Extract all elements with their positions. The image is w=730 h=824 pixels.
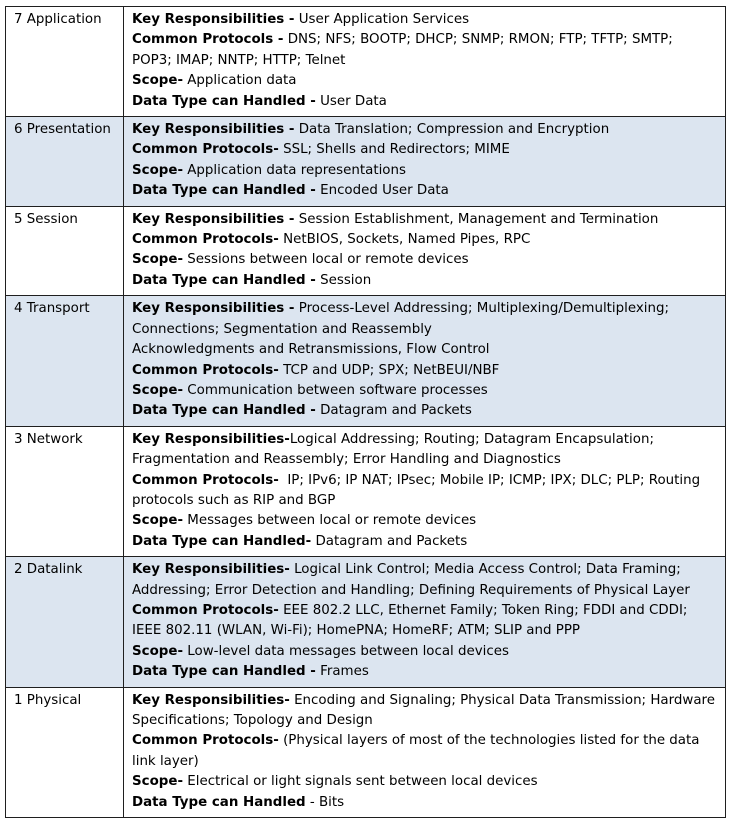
description-line bbox=[132, 210, 719, 230]
field-label: Key Responsibilities - bbox=[132, 12, 295, 27]
layer-name: 4 Transport bbox=[14, 301, 90, 317]
field-value: Sessions between local or remote devices bbox=[183, 252, 469, 268]
field-label: Key Responsibilities - bbox=[132, 301, 295, 317]
description-line bbox=[132, 601, 719, 621]
field-value: Application data representations bbox=[183, 162, 406, 178]
layer-name: 3 Network bbox=[14, 431, 83, 447]
layer-row bbox=[6, 296, 726, 426]
description-line bbox=[132, 430, 719, 450]
layer-name-cell bbox=[6, 7, 124, 117]
layer-row bbox=[6, 557, 726, 687]
field-value: Logical Addressing; Routing; Datagram Encapsulation; bbox=[289, 431, 654, 447]
layer-name-cell bbox=[6, 426, 124, 556]
field-value: User Application Services bbox=[294, 12, 470, 27]
description-line bbox=[132, 361, 719, 381]
field-value: Session Establishment, Management and Termination bbox=[294, 211, 659, 227]
layer-name: 7 Application bbox=[14, 12, 102, 27]
field-value: Session bbox=[315, 272, 372, 288]
field-label: Data Type can Handled - bbox=[132, 93, 316, 109]
description-line bbox=[132, 752, 719, 772]
description-line bbox=[132, 181, 719, 201]
description-line bbox=[132, 250, 719, 270]
layer-row bbox=[6, 206, 726, 296]
field-value: Encoded User Data bbox=[315, 183, 449, 199]
description-line bbox=[132, 161, 719, 181]
description-line bbox=[132, 691, 719, 711]
field-label: Common Protocols- bbox=[132, 362, 279, 378]
field-value: TCP and UDP; SPX; NetBEUI/NBF bbox=[278, 362, 500, 378]
field-label: Data Type can Handled - bbox=[132, 183, 316, 199]
field-label: Data Type can Handled - bbox=[132, 403, 316, 419]
field-value: SSL; Shells and Redirectors; MIME bbox=[278, 142, 510, 158]
field-value: Encoding and Signaling; Physical Data Transmission; Hardware bbox=[289, 692, 715, 708]
description-line bbox=[132, 731, 719, 751]
field-value: protocols such as RIP and BGP bbox=[132, 492, 336, 508]
layer-row bbox=[6, 117, 726, 207]
field-value: Process-Level Addressing; Multiplexing/Demultiplexing; bbox=[294, 301, 670, 317]
field-label: Scope- bbox=[132, 73, 184, 89]
field-label: Key Responsibilities - bbox=[132, 211, 295, 227]
field-label: Data Type can Handled- bbox=[132, 533, 312, 549]
field-label: Common Protocols - bbox=[132, 32, 284, 48]
description-line bbox=[132, 51, 719, 71]
description-line bbox=[132, 299, 719, 319]
description-line bbox=[132, 71, 719, 91]
layer-row bbox=[6, 7, 726, 117]
description-line bbox=[132, 511, 719, 531]
field-value: Addressing; Error Detection and Handling; Defining Requirements of Physical Layer bbox=[132, 582, 690, 598]
description-line bbox=[132, 120, 719, 140]
description-line bbox=[132, 662, 719, 682]
field-value: Low-level data messages between local devices bbox=[183, 643, 509, 659]
layer-description-cell bbox=[124, 117, 726, 207]
description-line bbox=[132, 271, 719, 291]
layer-name: 2 Datalink bbox=[14, 562, 83, 578]
layer-row bbox=[6, 687, 726, 817]
field-value: DNS; NFS; BOOTP; DHCP; SNMP; RMON; FTP; TFTP; SMTP; bbox=[283, 32, 673, 48]
description-line bbox=[132, 581, 719, 601]
field-label: Key Responsibilities- bbox=[132, 562, 290, 578]
layer-name-cell bbox=[6, 296, 124, 426]
layer-name-cell bbox=[6, 557, 124, 687]
layer-name-cell bbox=[6, 117, 124, 207]
description-line bbox=[132, 381, 719, 401]
field-label: Common Protocols- bbox=[132, 602, 279, 618]
field-value: Frames bbox=[315, 664, 369, 680]
description-line bbox=[132, 772, 719, 792]
layer-row bbox=[6, 426, 726, 556]
field-value: Datagram and Packets bbox=[311, 533, 468, 549]
layer-description-cell bbox=[124, 7, 726, 117]
description-line bbox=[132, 711, 719, 731]
layer-description-cell bbox=[124, 687, 726, 817]
description-line bbox=[132, 401, 719, 421]
field-label: Common Protocols- bbox=[132, 472, 279, 488]
description-line bbox=[132, 793, 719, 813]
field-value: Datagram and Packets bbox=[315, 403, 472, 419]
description-line bbox=[132, 471, 719, 491]
description-line bbox=[132, 340, 719, 360]
description-line bbox=[132, 642, 719, 662]
field-value: Fragmentation and Reassembly; Error Handling and Diagnostics bbox=[132, 452, 561, 468]
field-label: Key Responsibilities- bbox=[132, 431, 290, 447]
field-value: Data Translation; Compression and Encryption bbox=[294, 122, 610, 138]
layer-description-cell bbox=[124, 426, 726, 556]
field-value: Communication between software processes bbox=[183, 382, 488, 398]
field-value: EEE 802.2 LLC, Ethernet Family; Token Ring; FDDI and CDDI; bbox=[278, 602, 688, 618]
field-value: POP3; IMAP; NNTP; HTTP; Telnet bbox=[132, 52, 346, 68]
layer-name: 1 Physical bbox=[14, 692, 82, 708]
field-value: Electrical or light signals sent between local devices bbox=[183, 774, 538, 790]
description-line bbox=[132, 92, 719, 112]
layer-name: 6 Presentation bbox=[14, 122, 111, 138]
description-line bbox=[132, 450, 719, 470]
description-line bbox=[132, 230, 719, 250]
field-label: Scope- bbox=[132, 382, 184, 398]
field-value: (Physical layers of most of the technologies listed for the data bbox=[278, 733, 700, 749]
layer-description-cell bbox=[124, 206, 726, 296]
description-line bbox=[132, 30, 719, 50]
layer-name-cell bbox=[6, 687, 124, 817]
field-label: Data Type can Handled - bbox=[132, 664, 316, 680]
field-label: Data Type can Handled bbox=[132, 794, 306, 810]
field-value: Acknowledgments and Retransmissions, Flow Control bbox=[132, 342, 490, 358]
description-line bbox=[132, 532, 719, 552]
description-line bbox=[132, 491, 719, 511]
field-label: Scope- bbox=[132, 252, 184, 268]
description-line bbox=[132, 10, 719, 30]
field-label: Common Protocols- bbox=[132, 733, 279, 749]
field-label: Data Type can Handled - bbox=[132, 272, 316, 288]
field-value: NetBIOS, Sockets, Named Pipes, RPC bbox=[278, 232, 531, 248]
field-value: User Data bbox=[315, 93, 387, 109]
layer-name-cell bbox=[6, 206, 124, 296]
field-value: Logical Link Control; Media Access Control; Data Framing; bbox=[289, 562, 681, 578]
field-value: Connections; Segmentation and Reassembly bbox=[132, 321, 432, 337]
field-value: link layer) bbox=[132, 753, 199, 769]
field-value: Specifications; Topology and Design bbox=[132, 713, 373, 728]
description-line bbox=[132, 621, 719, 641]
field-label: Key Responsibilities - bbox=[132, 122, 295, 138]
field-label: Common Protocols- bbox=[132, 142, 279, 158]
field-value: Application data bbox=[183, 73, 297, 89]
field-label: Common Protocols- bbox=[132, 232, 279, 248]
field-value: Messages between local or remote devices bbox=[183, 513, 477, 529]
field-label: Scope- bbox=[132, 643, 184, 659]
description-line bbox=[132, 140, 719, 160]
field-value: IEEE 802.11 (WLAN, Wi-Fi); HomePNA; HomeRF; ATM; SLIP and PPP bbox=[132, 623, 580, 639]
osi-layers-table bbox=[5, 6, 726, 818]
field-label: Key Responsibilities- bbox=[132, 692, 290, 708]
field-value: IP; IPv6; IP NAT; IPsec; Mobile IP; ICMP; IPX; DLC; PLP; Routing bbox=[278, 472, 701, 488]
field-label: Scope- bbox=[132, 513, 184, 529]
description-line bbox=[132, 560, 719, 580]
field-label: Scope- bbox=[132, 774, 184, 790]
field-value: - Bits bbox=[305, 794, 345, 810]
description-line bbox=[132, 320, 719, 340]
osi-table-body bbox=[6, 7, 726, 818]
layer-name: 5 Session bbox=[14, 211, 78, 227]
field-label: Scope- bbox=[132, 162, 184, 178]
layer-description-cell bbox=[124, 557, 726, 687]
layer-description-cell bbox=[124, 296, 726, 426]
